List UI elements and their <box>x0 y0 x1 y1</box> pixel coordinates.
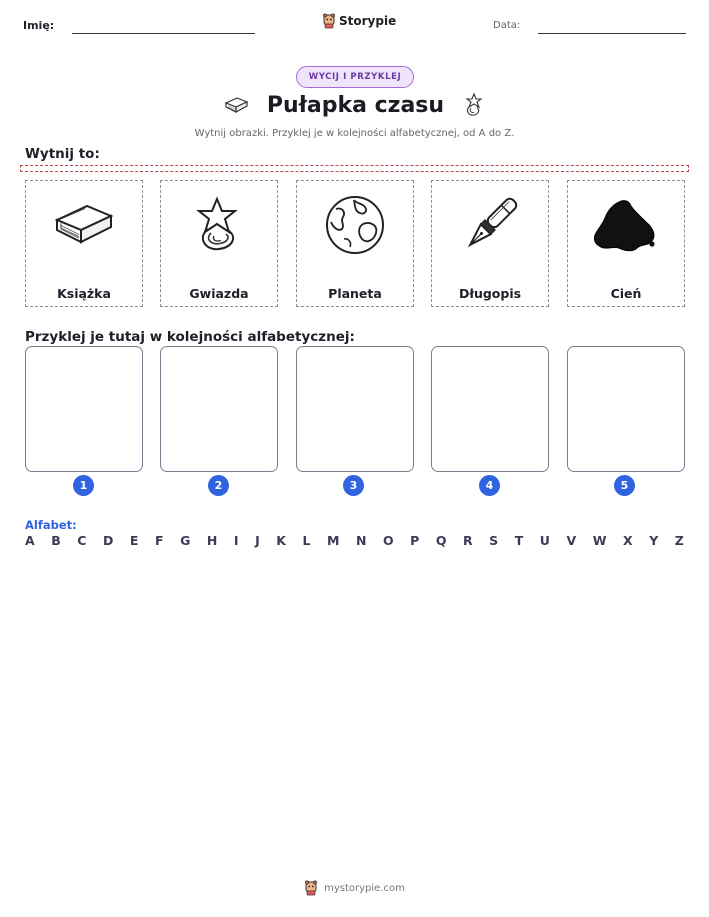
alphabet-label: Alfabet: <box>25 518 77 532</box>
slot-number: 2 <box>208 475 229 496</box>
storypie-mascot-icon <box>304 880 318 896</box>
alphabet-letter: A <box>25 533 35 548</box>
slot-number: 5 <box>614 475 635 496</box>
alphabet-letter: D <box>103 533 114 548</box>
card-label: Gwiazda <box>189 286 249 301</box>
name-line[interactable] <box>72 33 255 34</box>
star-icon <box>191 195 247 255</box>
alphabet-letter: I <box>233 533 239 548</box>
cut-card-planet[interactable] <box>296 180 414 307</box>
star-icon <box>462 92 486 118</box>
alphabet-letter: P <box>410 533 420 548</box>
paste-slot-4[interactable] <box>431 346 549 472</box>
slot-number: 1 <box>73 475 94 496</box>
alphabet-letter: Q <box>435 533 447 548</box>
date-label: Data: <box>493 20 521 31</box>
alphabet-letter: H <box>206 533 218 548</box>
cut-card-shadow[interactable] <box>567 180 685 307</box>
paste-slot-2[interactable] <box>160 346 278 472</box>
planet-icon <box>324 194 386 256</box>
alphabet-letter: C <box>77 533 87 548</box>
paste-slot-3[interactable] <box>296 346 414 472</box>
alphabet-letter: F <box>155 533 164 548</box>
alphabet-letter: S <box>489 533 499 548</box>
alphabet-letter: U <box>539 533 550 548</box>
paste-heading: Przyklej je tutaj w kolejności alfabetycznej: <box>25 329 355 345</box>
slot-number: 4 <box>479 475 500 496</box>
footer <box>0 880 709 896</box>
storypie-mascot-icon <box>322 13 336 29</box>
activity-badge: WYCIJ I PRZYKLEJ <box>296 66 414 88</box>
pen-icon <box>460 193 520 257</box>
card-label: Długopis <box>458 286 522 301</box>
slot-number: 3 <box>343 475 364 496</box>
alphabet-letter: V <box>566 533 577 548</box>
alphabet-letter: L <box>302 533 311 548</box>
alphabet-letter: T <box>514 533 524 548</box>
book-icon <box>53 200 115 250</box>
alphabet-letter: G <box>180 533 191 548</box>
card-label: Cień <box>610 286 642 301</box>
paste-slot-5[interactable] <box>567 346 685 472</box>
name-label: Imię: <box>23 19 55 32</box>
brand-logo <box>322 13 396 29</box>
instructions: Wytnij obrazki. Przyklej je w kolejności alfabetycznej, od A do Z. <box>194 128 515 139</box>
book-icon <box>223 95 249 115</box>
cut-card-star[interactable] <box>160 180 278 307</box>
alphabet-letter: X <box>623 533 633 548</box>
shadow-icon <box>591 196 661 254</box>
alphabet-letter: K <box>276 533 286 548</box>
title-row <box>0 92 709 118</box>
cut-card-book[interactable] <box>25 180 143 307</box>
alphabet-letter: Y <box>649 533 659 548</box>
page-title: Pułapka czasu <box>266 92 445 118</box>
brand-name: Storypie <box>339 14 397 28</box>
alphabet-letter: N <box>355 533 367 548</box>
cut-card-pen[interactable] <box>431 180 549 307</box>
cut-line <box>20 165 689 172</box>
alphabet-letter: R <box>463 533 473 548</box>
footer-url: mystorypie.com <box>324 882 405 894</box>
alphabet-letter: O <box>382 533 394 548</box>
card-label: Książka <box>57 286 111 301</box>
date-line[interactable] <box>538 33 686 34</box>
alphabet-letter: M <box>326 533 340 548</box>
alphabet-letter: Z <box>674 533 684 548</box>
alphabet-letter: J <box>255 533 260 548</box>
alphabet-letter: E <box>129 533 139 548</box>
alphabet-row <box>25 533 684 548</box>
cut-heading: Wytnij to: <box>25 146 100 162</box>
alphabet-letter: W <box>592 533 607 548</box>
paste-slot-1[interactable] <box>25 346 143 472</box>
alphabet-letter: B <box>51 533 61 548</box>
card-label: Planeta <box>328 286 382 301</box>
